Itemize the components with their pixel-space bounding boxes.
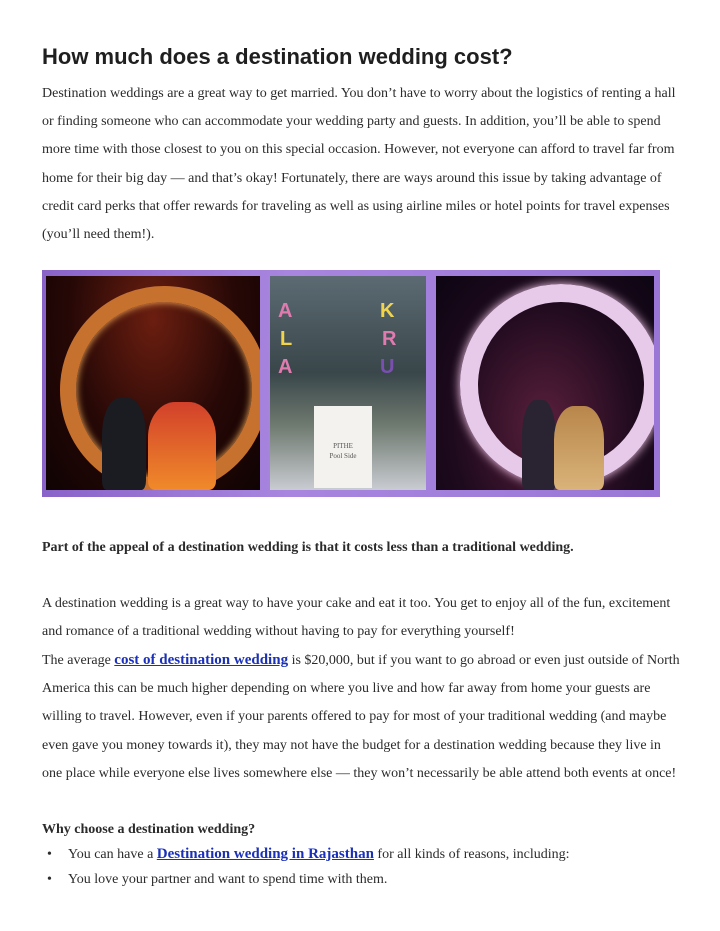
welcome-sign xyxy=(314,406,372,488)
text: The average xyxy=(42,653,115,668)
bullet: • xyxy=(47,847,52,862)
destination-wedding-rajasthan-link[interactable]: Destination wedding in Rajasthan xyxy=(156,846,374,862)
sign-letter: K xyxy=(380,300,395,322)
intro-paragraph: Destination weddings are a great way to get married. You don’t have to worry about the logistics of renting a hall or finding someone who can accommodate your wedding party and guests. In addition, you’ll be able to spend more time with those closest to you on this special occasion. However, not everyone can afford to travel far from home for their big day — and that’s okay! Fortunately, there are ways around this issue by taking advantage of credit card perks that offer rewards for traveling as well as using airline miles or hotel points for travel expenses (you’ll need them!). xyxy=(42,86,676,243)
bride xyxy=(148,402,216,490)
sign-letter: A xyxy=(278,356,293,378)
sign-letter: U xyxy=(380,356,395,378)
page-title: How much does a destination wedding cost? xyxy=(42,44,513,69)
sign-letter: R xyxy=(382,328,397,350)
text: for all kinds of reasons, including: xyxy=(373,847,570,862)
text: is $20,000, but if you want to go abroad or even just outside of North America this can be much higher depending on where you live and how far away from home your guests are willing to travel. However, even if your parents offered to pay for most of your traditional wedding (and maybe even gave you money towards it), they may not have the budget for a destination wedding because they live in one place while everyone else lives somewhere else — they won’t necessarily be able attend both events at once! xyxy=(42,653,680,781)
sign-line-1: PITHE xyxy=(333,442,353,450)
reasons-list xyxy=(42,842,682,892)
text: You can have a xyxy=(68,847,157,862)
section-heading: Part of the appeal of a destination wedding is that it costs less than a traditional wedding. xyxy=(42,540,574,555)
text: You love your partner and want to spend time with them. xyxy=(68,872,388,887)
list-item xyxy=(42,867,682,892)
paragraph-cake: A destination wedding is a great way to have your cake and eat it too. You get to enjoy all of the fun, excitement and romance of a traditional wedding without having to pay for everything yourself! xyxy=(42,596,671,640)
photo-couple-on-wicker-arch xyxy=(46,276,260,490)
sign-letter: A xyxy=(278,300,293,322)
cost-of-destination-wedding-link[interactable]: cost of destination wedding xyxy=(114,652,289,668)
wedding-photo-collage xyxy=(42,270,660,497)
groom xyxy=(102,398,146,490)
list-item xyxy=(42,842,682,867)
photo-poolside-sign xyxy=(270,276,426,490)
bride xyxy=(554,406,604,490)
sign-line-2: Pool Side xyxy=(329,452,357,460)
sign-letter: L xyxy=(280,328,293,350)
photo-couple-on-flower-arch xyxy=(436,276,654,490)
paragraph-average-cost xyxy=(42,646,682,788)
why-heading: Why choose a destination wedding? xyxy=(42,822,256,837)
bullet: • xyxy=(47,872,52,887)
groom xyxy=(522,400,556,490)
